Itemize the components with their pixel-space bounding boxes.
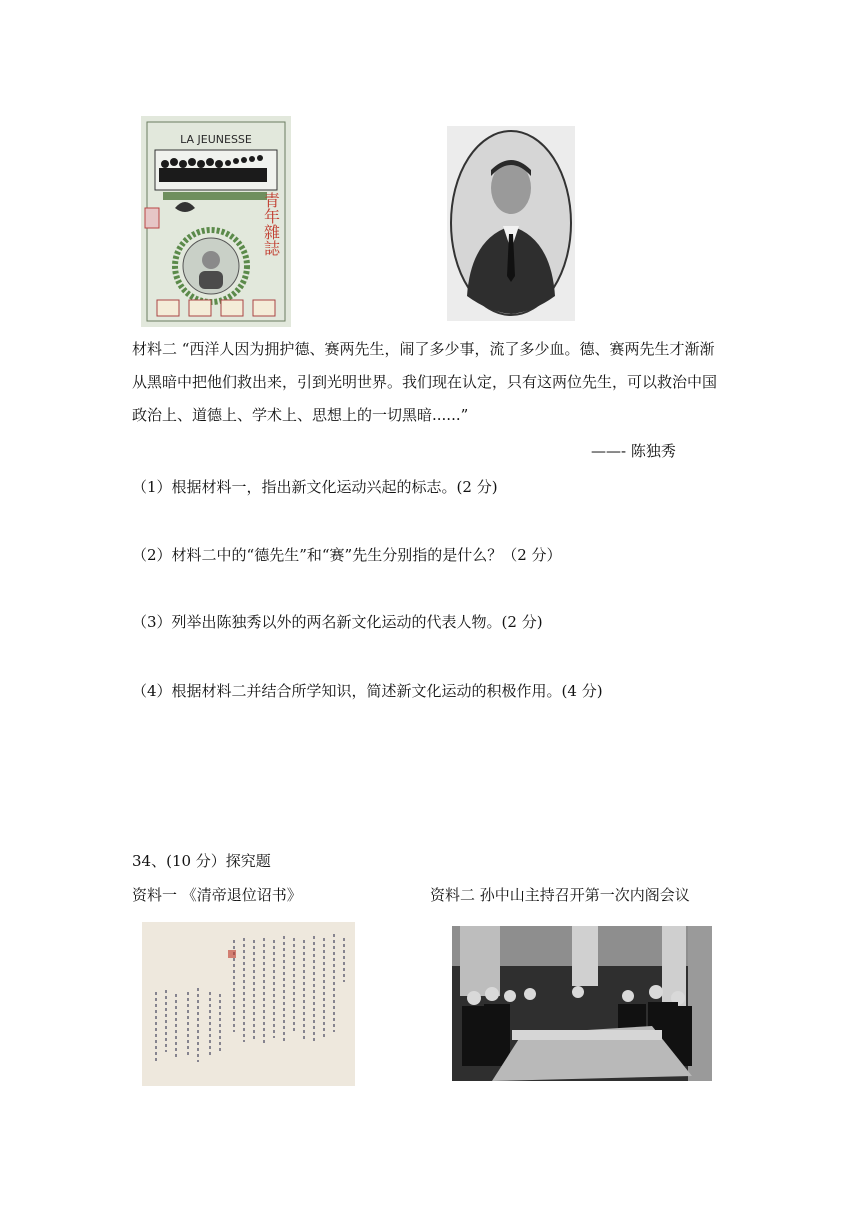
material2-line-1: 材料二 “西洋人因为拥护德、赛两先生，闹了多少事，流了多少血。德、赛两先生才渐渐 <box>132 340 715 358</box>
question-1: （1）根据材料一，指出新文化运动兴起的标志。(2 分) <box>132 478 498 496</box>
magazine-title: LA JEUNESSE <box>180 133 252 146</box>
material2-attribution: ——- 陈独秀 <box>591 442 676 460</box>
question-4: （4）根据材料二并结合所学知识，简述新文化运动的积极作用。(4 分) <box>132 682 603 700</box>
portrait-image <box>447 126 575 321</box>
material2-line-3: 政治上、道德上、学术上、思想上的一切黑暗......” <box>132 406 469 424</box>
cabinet-meeting-photo <box>452 926 712 1081</box>
magazine-cover-image <box>141 116 291 327</box>
source1-caption: 资料一 《清帝退位诏书》 <box>132 886 302 904</box>
material2-line-2: 从黑暗中把他们救出来，引到光明世界。我们现在认定，只有这两位先生，可以救治中国 <box>132 373 718 391</box>
magazine-side-title: 青年雜誌 <box>261 192 281 256</box>
question-3: （3）列举出陈独秀以外的两名新文化运动的代表人物。(2 分) <box>132 613 543 631</box>
q34-heading: 34、(10 分）探究题 <box>132 852 271 870</box>
abdication-edict-image <box>142 922 355 1086</box>
question-2: （2）材料二中的“德先生”和“赛”先生分别指的是什么？（2 分） <box>132 546 562 564</box>
source2-caption: 资料二 孙中山主持召开第一次内阁会议 <box>430 886 690 904</box>
